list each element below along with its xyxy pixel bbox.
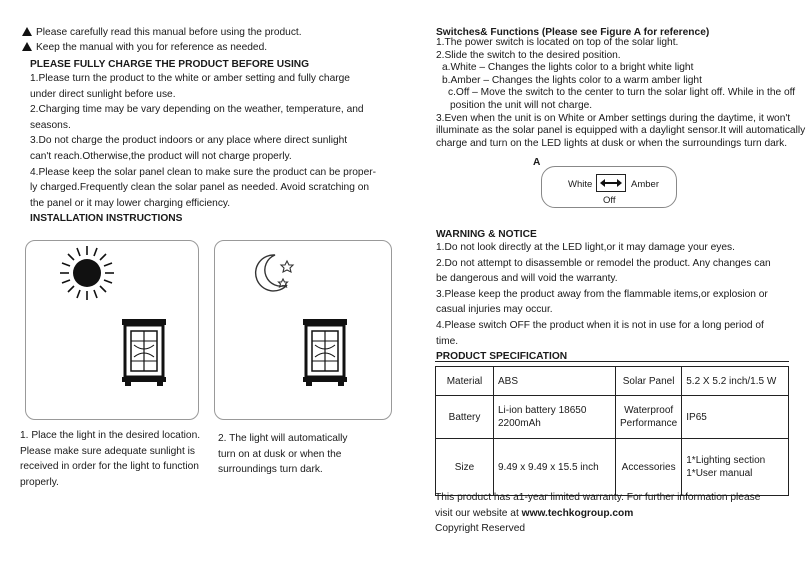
- moon-and-lantern-illustration: [215, 241, 393, 421]
- caption-line: received in order for the light to function: [20, 461, 199, 473]
- warning-line-1: Please carefully read this manual before using the product.: [22, 25, 302, 41]
- charge-line: ly charged.Frequently clean the solar panel as needed. Avoid scratching on: [30, 182, 370, 194]
- spec-row: [436, 439, 789, 496]
- install-panel-day: [25, 240, 199, 420]
- switch-slider: [596, 174, 626, 192]
- spec-key: Waterproof Performance: [616, 396, 682, 439]
- switch-line: 3.Even when the unit is on White or Amber settings during the daytime, it won't: [436, 112, 791, 124]
- copyright: Copyright Reserved: [435, 523, 526, 534]
- spec-table: [435, 366, 789, 496]
- switch-figure: [541, 166, 677, 208]
- spec-row: [436, 367, 789, 396]
- caption-line: surroundings turn dark.: [218, 464, 323, 476]
- install-caption-1: [20, 428, 200, 490]
- warning-line: 1.Do not look directly at the LED light,or it may damage your eyes.: [436, 242, 735, 253]
- lantern-icon: [122, 319, 166, 386]
- spec-key: Size: [436, 439, 494, 496]
- install-heading: INSTALLATION INSTRUCTIONS: [30, 213, 183, 224]
- switch-line: 1.The power switch is located on top of the solar light.: [436, 37, 679, 48]
- spec-key: Accessories: [616, 439, 682, 496]
- charge-line: seasons.: [30, 119, 71, 131]
- sun-icon: [60, 246, 114, 300]
- switch-heading: Switches& Functions (Please see Figure A for reference): [436, 27, 710, 38]
- charge-line: the panel or it may lower charging efficiency.: [30, 197, 231, 209]
- charge-line: 3.Do not charge the product indoors or any place where direct sunlight: [30, 135, 348, 147]
- spec-key: Material: [436, 367, 494, 396]
- warning-line: time.: [436, 335, 459, 347]
- switch-line: a.White – Changes the lights color to a bright white light: [442, 62, 694, 74]
- spec-value: 5.2 X 5.2 inch/1.5 W: [682, 367, 789, 396]
- caption-line: turn on at dusk or when the: [218, 448, 342, 460]
- spec-value: ABS: [494, 367, 616, 396]
- spec-value: IP65: [682, 396, 789, 439]
- spec-heading: PRODUCT SPECIFICATION: [436, 351, 568, 362]
- charge-instructions: [30, 71, 376, 211]
- switch-instructions: [436, 37, 806, 150]
- warranty-text: [435, 490, 760, 521]
- warning-list: [436, 240, 771, 349]
- double-arrow-icon: [597, 175, 625, 191]
- spec-value: Li-ion battery 18650 2200mAh: [494, 396, 616, 439]
- warning-heading: WARNING & NOTICE: [436, 229, 537, 240]
- charge-heading: PLEASE FULLY CHARGE THE PRODUCT BEFORE USING: [30, 59, 310, 70]
- charge-line: 4.Please keep the solar panel clean to make sure the product can be proper-: [30, 166, 377, 178]
- warranty-line: [435, 506, 760, 522]
- charge-line: can't reach.Otherwise,the product will not charge properly.: [30, 150, 292, 162]
- warning-line: 4.Please switch OFF the product when it is not in use for a long period of: [436, 319, 764, 331]
- charge-line: under direct sunlight before use.: [30, 88, 176, 100]
- switch-off-label: Off: [603, 195, 616, 206]
- install-caption-2: [218, 431, 347, 478]
- spec-rule: [435, 361, 789, 362]
- website-link[interactable]: www.techkogroup.com: [521, 507, 634, 519]
- install-panel-night: [214, 240, 392, 420]
- warranty-prefix: visit our website at: [435, 507, 522, 519]
- switch-line: 2.Slide the switch to the desired position.: [436, 49, 621, 61]
- warning-line: 2.Do not attempt to disassemble or remodel the product. Any changes can: [436, 257, 771, 269]
- switch-white-label: White: [568, 179, 593, 190]
- figure-label: A: [533, 157, 541, 168]
- warning-line: be dangerous and will void the warranty.: [436, 273, 618, 285]
- sun-and-lantern-illustration: [26, 241, 200, 421]
- switch-line: charge and turn on the LED lights at dusk or when the surroundings turn dark.: [436, 137, 788, 149]
- warning-triangle-icon: [22, 27, 32, 36]
- spec-row: [436, 396, 789, 439]
- spec-value: 1*Lighting section 1*User manual: [682, 439, 789, 496]
- charge-line: 1.Please turn the product to the white or amber setting and fully charge: [30, 73, 350, 84]
- caption-line: Please make sure adequate sunlight is: [20, 445, 195, 457]
- warning-triangle-icon: [22, 42, 32, 51]
- warranty-line: This product has a1-year limited warranty. For further information please: [435, 492, 761, 503]
- caption-line: 2. The light will automatically: [218, 433, 348, 444]
- spec-key: Battery: [436, 396, 494, 439]
- switch-line: b.Amber – Changes the lights color to a warm amber light: [442, 74, 702, 86]
- warning-line: casual injuries may occur.: [436, 304, 553, 316]
- switch-amber-label: Amber: [631, 179, 659, 190]
- switch-line: illuminate as the solar panel is equipped with a daylight sensor.It will automatically: [436, 125, 806, 137]
- warning-line: 3.Please keep the product away from the flammable items,or explosion or: [436, 288, 768, 300]
- spec-key: Solar Panel: [616, 367, 682, 396]
- charge-line: 2.Charging time may be vary depending on the weather, temperature, and: [30, 104, 364, 116]
- switch-line: c.Off – Move the switch to the center to turn the solar light off. While in the off: [448, 87, 796, 99]
- spec-value: 9.49 x 9.49 x 15.5 inch: [494, 439, 616, 496]
- switch-line: position the unit will not charge.: [450, 99, 593, 111]
- warning-line-2: Keep the manual with you for reference as needed.: [22, 40, 267, 56]
- caption-line: properly.: [20, 476, 59, 488]
- lantern-icon: [303, 319, 347, 386]
- caption-line: 1. Place the light in the desired location.: [20, 430, 201, 441]
- star-icon: [279, 261, 294, 287]
